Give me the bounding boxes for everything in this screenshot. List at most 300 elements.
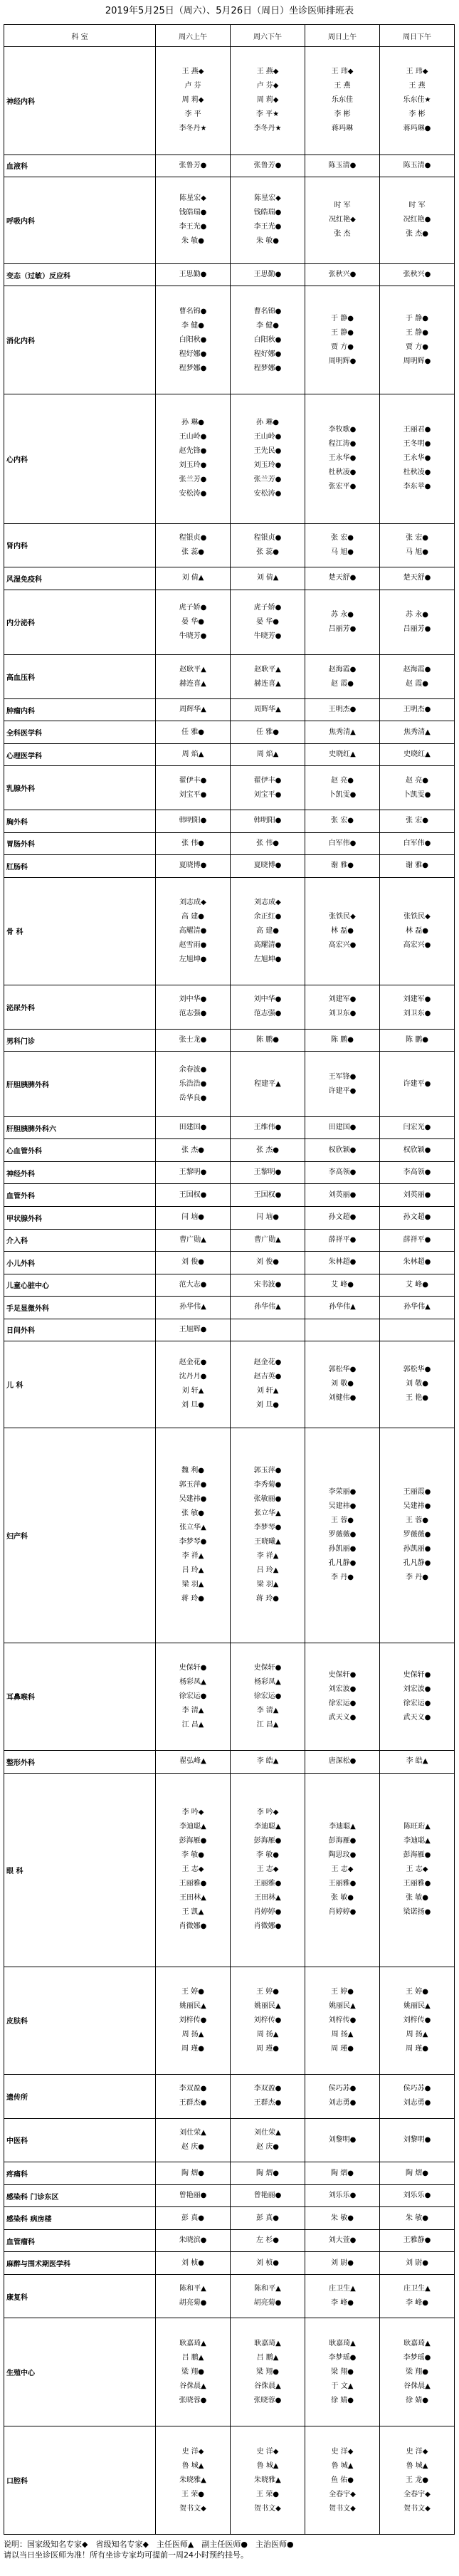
doctor-entry: 陶 熠● <box>181 2169 204 2177</box>
doctor-entry: 乐东佳★ <box>403 96 431 105</box>
doctor-entry: 侯巧苏● <box>403 2085 431 2093</box>
doctor-entry: 刘宏波● <box>328 1685 357 1693</box>
doctor-entry: 许建平● <box>403 1079 431 1088</box>
doctor-entry: 耿嘉琦▲ <box>179 2339 206 2347</box>
slot-sun-pm <box>380 177 455 264</box>
slot-sat-pm <box>231 1116 305 1139</box>
doctor-entry: 李 清▲ <box>181 1706 204 1714</box>
doctor-entry: 王 志◆ <box>406 1865 428 1874</box>
doctor-entry: 焦秀清▲ <box>329 728 356 736</box>
doctor-entry: 吴建祎● <box>179 1495 207 1504</box>
doctor-entry: 张立华▲ <box>254 1509 281 1518</box>
slot-sat-pm <box>231 1139 305 1162</box>
doctor-entry: 程好娜● <box>179 350 207 358</box>
doctor-entry: 王军锋● <box>328 1072 357 1081</box>
slot-sun-pm <box>380 1116 455 1139</box>
doctor-entry: 胡亮菊● <box>253 2299 282 2308</box>
slot-sun-pm <box>380 1252 455 1274</box>
doctor-entry: 王 荣● <box>181 2490 204 2498</box>
doctor-entry: 张 敏● <box>406 1894 428 1902</box>
doctor-entry: 刘黎明● <box>328 2135 357 2144</box>
doctor-entry: 刘志成◆ <box>179 898 206 906</box>
doctor-entry: 周 扬▲ <box>181 2030 204 2038</box>
doctor-entry: 刘 敬● <box>331 1380 354 1388</box>
doctor-entry: 翟弘峰▲ <box>179 1757 206 1766</box>
table-row <box>4 1319 455 1341</box>
doctor-entry: 徐宏运● <box>179 1692 207 1700</box>
slot-sat-pm <box>231 2118 305 2162</box>
doctor-entry: 孙华伟▲ <box>329 1303 356 1311</box>
doctor-entry: 牛晓芳● <box>253 632 282 640</box>
doctor-entry: 孔凡静● <box>403 1559 431 1568</box>
doctor-entry: 彭海雁● <box>179 1837 207 1845</box>
doctor-entry: 陈和平▲ <box>254 2285 281 2293</box>
slot-sat-am <box>156 766 231 810</box>
slot-sun-pm <box>380 985 455 1030</box>
doctor-entry: 李 平★ <box>255 110 280 119</box>
doctor-entry: 李秀菊● <box>253 1481 282 1489</box>
slot-sat-pm <box>231 985 305 1030</box>
doctor-entry: 时 军 <box>334 201 351 210</box>
doctor-entry: 吕 玲▲ <box>181 1566 204 1575</box>
doctor-entry: 刘乐乐● <box>328 2192 357 2200</box>
doctor-entry: 李 彬 <box>334 110 351 119</box>
doctor-entry: 彭海雁● <box>328 1837 357 1845</box>
department-name: 血管外科 <box>4 1184 156 1207</box>
doctor-entry: 周 扬▲ <box>406 2030 428 2038</box>
table-row <box>4 1297 455 1319</box>
slot-sun-am <box>305 721 380 744</box>
doctor-entry: 王永华● <box>328 454 357 463</box>
slot-sat-pm <box>231 2075 305 2119</box>
slot-sun-am <box>305 1428 380 1643</box>
slot-sat-pm <box>231 1751 305 1774</box>
slot-sun-am <box>305 698 380 721</box>
doctor-entry: 况红艳◆ <box>329 216 356 224</box>
doctor-entry: 张 伟● <box>181 839 204 847</box>
table-header-row <box>4 25 455 47</box>
slot-sat-pm <box>231 2318 305 2426</box>
doctor-entry: 时 军 <box>408 201 426 210</box>
doctor-entry: 王山岭● <box>179 433 207 441</box>
slot-sat-pm <box>231 743 305 766</box>
slot-sat-am <box>156 1274 231 1297</box>
doctor-entry: 王冬明● <box>403 440 431 449</box>
doctor-entry: 王 蓉● <box>331 1517 354 1525</box>
doctor-entry: 李 吟◆ <box>256 1808 279 1817</box>
doctor-entry <box>231 1323 305 1337</box>
doctor-entry: 田建国● <box>179 1124 207 1132</box>
slot-sat-am <box>156 655 231 699</box>
department-name: 风湿免疫科 <box>4 567 156 590</box>
table-row <box>4 766 455 810</box>
doctor-entry: 罗薇薇● <box>403 1531 431 1539</box>
doctor-entry: 陈 鹏● <box>406 1036 428 1044</box>
doctor-entry: 吴建祎● <box>328 1502 357 1511</box>
doctor-entry: 周 焰▲ <box>256 750 279 759</box>
doctor-entry: 张 蕊● <box>256 548 279 556</box>
doctor-entry: 李梦琴● <box>179 1538 207 1546</box>
slot-sat-pm <box>231 155 305 177</box>
slot-sun-am <box>305 2229 380 2252</box>
doctor-entry: 乐东佳 <box>332 96 353 105</box>
doctor-entry: 陈和平▲ <box>179 2285 206 2293</box>
doctor-entry: 朱 敏● <box>181 237 204 246</box>
slot-sun-am <box>305 1052 380 1117</box>
slot-sun-pm <box>380 1161 455 1184</box>
table-row <box>4 2318 455 2426</box>
department-name: 麻醉与围术期医学科 <box>4 2252 156 2275</box>
doctor-entry: 彭海雁● <box>253 1837 282 1845</box>
slot-sat-am <box>156 2075 231 2119</box>
doctor-entry: 陈星宏◆ <box>254 194 281 203</box>
doctor-entry: 王 蓉● <box>406 1517 428 1525</box>
doctor-entry: 杨彩凤▲ <box>254 1677 281 1686</box>
doctor-entry: 王 婷● <box>181 1987 204 1996</box>
department-name: 生殖中心 <box>4 2318 156 2426</box>
doctor-entry: 陶 熠● <box>331 2169 354 2177</box>
department-name: 心内科 <box>4 394 156 523</box>
table-row <box>4 1206 455 1229</box>
slot-sun-am <box>305 1341 380 1428</box>
doctor-entry: 刘 轩▲ <box>181 1387 204 1396</box>
doctor-entry: 谷侏晨▲ <box>179 2382 206 2390</box>
doctor-entry: 吕丽芳● <box>328 624 357 633</box>
doctor-entry: 孔凡静● <box>328 1559 357 1568</box>
department-name: 心血管外科 <box>4 1139 156 1162</box>
department-name: 心理医学科 <box>4 743 156 766</box>
doctor-entry: 李双盈● <box>179 2085 207 2093</box>
slot-sun-am <box>305 1319 380 1341</box>
table-row <box>4 1773 455 1967</box>
slot-sun-pm <box>380 523 455 567</box>
slot-sun-pm <box>380 1297 455 1319</box>
doctor-entry: 艾 峰● <box>331 1280 354 1289</box>
table-row <box>4 2426 455 2535</box>
department-name: 肝胆胰脾外科 <box>4 1052 156 1117</box>
doctor-entry: 肖婷婷● <box>328 1908 357 1917</box>
slot-sat-pm <box>231 1297 305 1319</box>
doctor-entry: 贺书文◆ <box>403 2504 431 2513</box>
slot-sun-am <box>305 1967 380 2075</box>
doctor-entry: 朱林超● <box>328 1258 357 1267</box>
doctor-entry: 王 玮◆ <box>406 68 428 76</box>
doctor-entry: 孙凯丽● <box>328 1545 357 1554</box>
doctor-entry: 孙凯丽● <box>403 1545 431 1554</box>
doctor-entry: 史 洋◆ <box>406 2447 428 2456</box>
slot-sun-am <box>305 286 380 394</box>
doctor-entry: 梁 翔● <box>256 2367 279 2376</box>
department-name: 小儿外科 <box>4 1252 156 1274</box>
doctor-entry: 周 焰▲ <box>181 750 204 759</box>
doctor-entry: 赵金花● <box>179 1358 207 1367</box>
doctor-entry: 张 蕊● <box>181 548 204 556</box>
slot-sat-pm <box>231 1052 305 1117</box>
doctor-entry: 庄卫生▲ <box>329 2285 356 2293</box>
slot-sun-am <box>305 1252 380 1274</box>
doctor-entry: 谷侏晨▲ <box>403 2382 431 2390</box>
doctor-entry: 朱 敏● <box>331 2214 354 2222</box>
doctor-entry: 陈玉清● <box>403 161 431 169</box>
doctor-entry: 孙文超● <box>403 1213 431 1222</box>
doctor-entry: 赵吉英● <box>253 1373 282 1381</box>
slot-sun-pm <box>380 877 455 985</box>
slot-sun-pm <box>380 567 455 590</box>
doctor-entry: 王 艳● <box>406 1394 428 1403</box>
department-name: 高血压科 <box>4 655 156 699</box>
doctor-entry: 蒋玛琳● <box>403 125 431 133</box>
slot-sun-pm <box>380 1229 455 1252</box>
doctor-entry: 刘中华● <box>253 995 282 1004</box>
doctor-entry: 白军伟● <box>328 839 357 847</box>
doctor-entry: 翟伊丰● <box>179 776 207 785</box>
doctor-entry: 李牧歌● <box>328 426 357 434</box>
slot-sun-am <box>305 985 380 1030</box>
department-name: 日间外科 <box>4 1319 156 1341</box>
doctor-entry: 王丽雅● <box>179 1880 207 1888</box>
doctor-entry: 郭松华● <box>403 1366 431 1374</box>
doctor-entry: 张 敏● <box>181 1509 204 1518</box>
slot-sat-pm <box>231 1252 305 1274</box>
doctor-entry: 李迪聪▲ <box>179 1823 206 1831</box>
doctor-entry: 李 峰● <box>331 2299 354 2308</box>
slot-sun-pm <box>380 394 455 523</box>
slot-sun-am <box>305 1139 380 1162</box>
doctor-entry: 王 燕 <box>334 82 351 90</box>
doctor-entry: 庄卫生▲ <box>403 2285 431 2293</box>
doctor-entry: 曾艳丽● <box>253 2192 282 2200</box>
doctor-entry: 陶思玟● <box>328 1851 357 1860</box>
table-row <box>4 832 455 855</box>
slot-sun-am <box>305 1184 380 1207</box>
page-title: 2019年5月25日（周六）、5月26日（周日）坐诊医师排班表 <box>105 6 354 16</box>
doctor-entry: 周 扬▲ <box>331 2030 354 2038</box>
doctor-entry: 孙 琳● <box>181 419 204 427</box>
table-row <box>4 1229 455 1252</box>
doctor-entry: 韩明阳● <box>253 817 282 825</box>
slot-sat-pm <box>231 523 305 567</box>
slot-sun-pm <box>380 855 455 878</box>
doctor-entry: 李 健● <box>181 321 204 330</box>
doctor-entry: 李 健● <box>256 321 279 330</box>
table-row <box>4 1274 455 1297</box>
slot-sun-am <box>305 2207 380 2230</box>
doctor-entry: 张铁民◆ <box>329 912 356 921</box>
doctor-entry: 程好娜● <box>253 350 282 358</box>
department-name: 神经内科 <box>4 47 156 155</box>
department-name: 口腔科 <box>4 2426 156 2535</box>
doctor-entry: 李双盈● <box>253 2085 282 2093</box>
doctor-entry: 王维伟● <box>253 1124 282 1132</box>
slot-sat-pm <box>231 810 305 832</box>
slot-sat-am <box>156 1052 231 1117</box>
doctor-entry: 朱晓雅▲ <box>179 2476 206 2484</box>
doctor-entry: 郭玉萍● <box>179 1481 207 1489</box>
slot-sat-pm <box>231 877 305 985</box>
table-row <box>4 2207 455 2230</box>
doctor-entry: 范志强● <box>253 1010 282 1018</box>
doctor-entry: 王雅静● <box>403 2236 431 2245</box>
doctor-entry: 李冬丹★ <box>179 125 207 133</box>
slot-sun-am <box>305 1773 380 1967</box>
doctor-entry: 周明辉● <box>403 357 431 365</box>
doctor-entry: 张 杰● <box>256 1146 279 1154</box>
doctor-entry: 罗薇薇● <box>328 1531 357 1539</box>
slot-sat-pm <box>231 855 305 878</box>
doctor-entry: 况红艳● <box>403 216 431 224</box>
doctor-entry: 耿嘉琦▲ <box>403 2339 431 2347</box>
header-sun-pm: 周日下午 <box>380 25 455 47</box>
doctor-entry: 许建平● <box>328 1087 357 1095</box>
department-name: 皮肤科 <box>4 1967 156 2075</box>
doctor-entry: 左旭坤● <box>179 955 207 963</box>
doctor-entry: 杜秋凌● <box>328 468 357 477</box>
doctor-entry: 耿嘉琦▲ <box>329 2339 356 2347</box>
doctor-entry: 周 莉◆ <box>181 96 204 105</box>
doctor-entry: 虎子娇● <box>179 603 207 612</box>
department-name: 呼吸内科 <box>4 177 156 264</box>
doctor-entry: 李冬丹★ <box>253 125 282 133</box>
doctor-entry: 刘梓传● <box>403 2016 431 2024</box>
schedule-table <box>4 24 455 2535</box>
department-name: 变态（过敏）反应科 <box>4 263 156 286</box>
slot-sun-pm <box>380 1029 455 1052</box>
doctor-entry: 姚丽民▲ <box>254 2001 281 2010</box>
doctor-entry: 鱼 佑● <box>331 2476 354 2484</box>
doctor-entry: 朱晓雅▲ <box>254 2476 281 2484</box>
doctor-entry: 马 旭● <box>331 548 354 556</box>
slot-sun-am <box>305 2426 380 2535</box>
slot-sun-am <box>305 1274 380 1297</box>
doctor-entry: 程梦娜● <box>179 364 207 372</box>
doctor-entry: 周辉华▲ <box>179 706 206 714</box>
slot-sat-pm <box>231 2162 305 2185</box>
doctor-entry: 陈旺珩▲ <box>403 1823 431 1831</box>
doctor-entry: 王黎明● <box>179 1168 207 1177</box>
doctor-entry: 姚丽民▲ <box>179 2001 206 2010</box>
slot-sat-am <box>156 1161 231 1184</box>
doctor-entry: 李 丹● <box>406 1574 428 1582</box>
doctor-entry: 姚丽民▲ <box>403 2001 431 2010</box>
department-name: 遗传所 <box>4 2075 156 2119</box>
doctor-entry: 白阳秋● <box>179 335 207 344</box>
header-sat-am: 周六上午 <box>156 25 231 47</box>
doctor-entry: 蒋 玲● <box>181 1595 204 1603</box>
slot-sun-am <box>305 2318 380 2426</box>
table-row <box>4 1428 455 1643</box>
doctor-entry: 李东苹● <box>403 483 431 491</box>
legend-line-2: 请以当日坐诊医师为准！所有坐诊专家均可提前一周24小时预约挂号。 <box>4 2550 248 2560</box>
doctor-entry: 李荣丽● <box>328 1488 357 1497</box>
doctor-entry: 陈 鹏● <box>331 1036 354 1044</box>
slot-sat-pm <box>231 1319 305 1341</box>
doctor-entry: 刘宏波● <box>403 1685 431 1693</box>
slot-sat-am <box>156 2252 231 2275</box>
slot-sat-am <box>156 155 231 177</box>
doctor-entry: 刘 倩▲ <box>256 574 279 582</box>
slot-sat-am <box>156 263 231 286</box>
doctor-entry: 梁诺扬● <box>403 1908 431 1917</box>
doctor-entry: 史 洋◆ <box>256 2447 279 2456</box>
slot-sun-pm <box>380 766 455 810</box>
doctor-entry: 夏晓博● <box>179 862 207 870</box>
department-name: 乳腺外科 <box>4 766 156 810</box>
doctor-entry: 钱皓瑞● <box>179 209 207 217</box>
doctor-entry: 史晓红▲ <box>329 750 356 759</box>
slot-sat-am <box>156 1206 231 1229</box>
doctor-entry: 王 志◆ <box>256 1865 279 1874</box>
slot-sat-am <box>156 523 231 567</box>
slot-sat-pm <box>231 698 305 721</box>
slot-sat-am <box>156 2184 231 2207</box>
doctor-entry: 刘 轩▲ <box>256 1387 279 1396</box>
slot-sat-pm <box>231 263 305 286</box>
doctor-entry: 吕 鹏▲ <box>256 2353 279 2362</box>
table-row <box>4 810 455 832</box>
slot-sat-pm <box>231 1206 305 1229</box>
doctor-entry: 王思勤● <box>253 271 282 279</box>
doctor-entry: 李 丹● <box>331 1574 354 1582</box>
doctor-entry: 李迪聪▲ <box>329 1823 356 1831</box>
doctor-entry: 王丽君● <box>403 426 431 434</box>
doctor-entry: 赵雪雨● <box>179 941 207 949</box>
doctor-entry: 曹广勋▲ <box>254 1235 281 1244</box>
doctor-entry: 张 杰 <box>334 230 351 239</box>
doctor-entry: 朱晓滨● <box>179 2236 207 2245</box>
table-row <box>4 2118 455 2162</box>
department-name: 内分泌科 <box>4 590 156 655</box>
doctor-entry: 张 敏● <box>331 1894 354 1902</box>
doctor-entry: 苏 永● <box>331 610 354 619</box>
department-name: 儿 科 <box>4 1341 156 1428</box>
slot-sat-pm <box>231 2426 305 2535</box>
doctor-entry: 张 杰● <box>181 1146 204 1154</box>
slot-sun-am <box>305 1297 380 1319</box>
doctor-entry: 王丽雅● <box>328 1880 357 1888</box>
doctor-entry: 赫连喜▲ <box>179 679 206 688</box>
slot-sat-pm <box>231 1029 305 1052</box>
header-department: 科 室 <box>4 25 156 47</box>
department-name: 血管瘤科 <box>4 2229 156 2252</box>
table-row <box>4 1116 455 1139</box>
doctor-entry: 范志强● <box>179 1010 207 1018</box>
doctor-entry: 孙华伟▲ <box>254 1303 281 1311</box>
slot-sat-am <box>156 1751 231 1774</box>
doctor-entry: 张鲁芳● <box>179 161 207 169</box>
doctor-entry: 史保轩● <box>328 1670 357 1679</box>
slot-sat-pm <box>231 47 305 155</box>
doctor-entry: 张 宏● <box>331 817 354 825</box>
doctor-entry: 梁 翔● <box>181 2367 204 2376</box>
slot-sun-pm <box>380 1139 455 1162</box>
doctor-entry: 程梦娜● <box>253 364 282 372</box>
department-name: 肾内科 <box>4 523 156 567</box>
table-row <box>4 394 455 523</box>
doctor-entry: 赵耿平▲ <box>254 665 281 674</box>
doctor-entry: 岳华良● <box>179 1094 207 1102</box>
slot-sun-pm <box>380 590 455 655</box>
doctor-entry: 彭海雁● <box>403 1851 431 1860</box>
department-name: 疼痛科 <box>4 2162 156 2185</box>
department-name: 肛肠科 <box>4 855 156 878</box>
doctor-entry: 刘玉玲● <box>253 461 282 470</box>
slot-sat-am <box>156 698 231 721</box>
doctor-entry: 史 洋◆ <box>331 2447 354 2456</box>
slot-sat-pm <box>231 590 305 655</box>
doctor-entry: 张立华▲ <box>179 1524 206 1532</box>
slot-sun-pm <box>380 698 455 721</box>
doctor-entry: 周 瑾● <box>256 2044 279 2053</box>
